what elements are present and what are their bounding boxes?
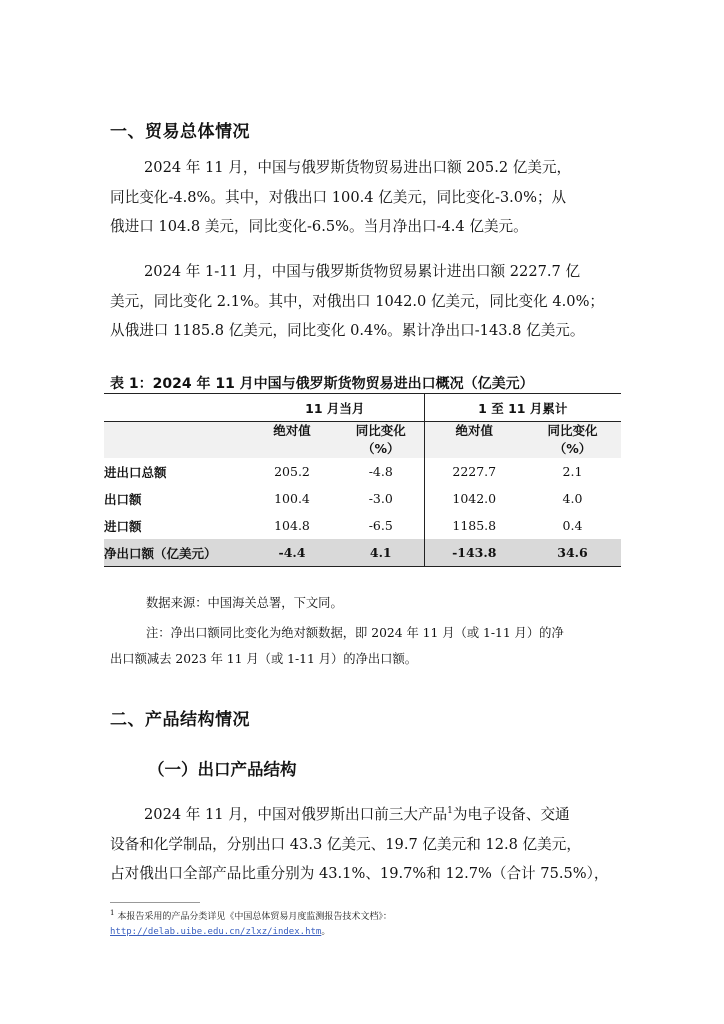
footnote-link[interactable]: http://delab.uibe.edu.cn/zlxz/index.htm xyxy=(110,927,322,937)
table-row xyxy=(104,512,621,539)
footnote-link-line xyxy=(110,924,330,937)
header-abs-label: 绝对值 xyxy=(455,423,493,438)
table-header-month: 11 月当月 xyxy=(246,394,424,422)
row-label: 出口额 xyxy=(104,491,142,507)
paragraph-monthly-summary xyxy=(110,153,616,242)
data-source-note: 数据来源：中国海关总署，下文同。 xyxy=(146,596,343,610)
table-row xyxy=(104,458,621,485)
header-yoy-label: 同比变化 xyxy=(547,423,598,438)
cell-ytd-abs: -143.8 xyxy=(424,539,524,567)
cell-ytd-yoy: 2.1 xyxy=(562,464,583,479)
text-line: 设备和化学制品，分别出口 43.3 亿美元、19.7 亿美元和 12.8 亿美元， xyxy=(110,835,581,853)
table-header-ytd: 1 至 11 月累计 xyxy=(424,394,621,422)
cell-ytd-yoy: 34.6 xyxy=(524,539,621,567)
row-label: 进出口总额 xyxy=(104,464,167,480)
text-line: 俄进口 104.8 美元，同比变化-6.5%。当月净出口-4.4 亿美元。 xyxy=(110,218,528,235)
cell-month-yoy: 4.1 xyxy=(338,539,424,567)
cell-ytd-yoy: 4.0 xyxy=(562,491,583,506)
cell-ytd-yoy: 0.4 xyxy=(562,518,583,533)
table-caption: 表 1：2024 年 11 月中国与俄罗斯货物贸易进出口概况（亿美元） xyxy=(110,376,534,392)
row-label: 进口额 xyxy=(104,518,142,534)
cell-month-abs: -4.4 xyxy=(246,539,338,567)
table-header-abs xyxy=(424,422,524,459)
cell-month-abs: 205.2 xyxy=(274,464,310,479)
text-line: 从俄进口 1185.8 亿美元，同比变化 0.4%。累计净出口-143.8 亿美元。 xyxy=(110,322,585,339)
cell-ytd-abs: 1042.0 xyxy=(424,485,524,512)
paragraph-ytd-summary xyxy=(110,257,616,346)
header-yoy-unit: （%） xyxy=(553,441,592,456)
footnote-text: 本报告采用的产品分类详见《中国总体贸易月度监测报告技术文档》： xyxy=(114,912,392,922)
cell-month-yoy: -6.5 xyxy=(368,518,393,533)
text-line: 占对俄出口全部产品比重分别为 43.1%、19.7%和 12.7%（合计 75.5%）， xyxy=(110,865,609,882)
table-row xyxy=(104,539,621,567)
header-yoy-unit: （%） xyxy=(361,441,400,456)
text-line: 美元，同比变化 2.1%。其中，对俄出口 1042.0 亿美元，同比变化 4.0%； xyxy=(110,292,605,310)
table-header-column-row xyxy=(104,422,621,459)
text-line xyxy=(110,797,616,830)
paragraph-export-products xyxy=(110,797,616,889)
table-header-empty xyxy=(104,394,246,422)
table-header-abs xyxy=(246,422,338,459)
cell-month-abs: 104.8 xyxy=(274,518,310,533)
footnote-tail: 。 xyxy=(321,927,331,937)
table-row xyxy=(104,485,621,512)
subsection-heading-export-products: （一）出口产品结构 xyxy=(148,760,297,779)
cell-ytd-abs: 1185.8 xyxy=(424,512,524,539)
cell-month-abs: 100.4 xyxy=(274,491,310,506)
cell-month-yoy: -3.0 xyxy=(368,491,393,506)
footnote-ref[interactable]: 1 xyxy=(447,806,453,816)
header-yoy-label: 同比变化 xyxy=(355,423,406,438)
section-heading-product-structure: 二、产品结构情况 xyxy=(110,710,250,730)
table-note-line: 出口额减去 2023 年 11 月（或 1-11 月）的净出口额。 xyxy=(110,652,418,666)
footnote-mark: 1 xyxy=(110,909,115,917)
table-header-group-row xyxy=(104,394,621,422)
table-header-empty xyxy=(104,422,246,459)
table-note-line: 注：净出口额同比变化为绝对额数据，即 2024 年 11 月（或 1-11 月）的净 xyxy=(146,626,564,640)
text-segment: 为电子设备、交通 xyxy=(452,806,570,823)
footnote xyxy=(110,909,392,922)
header-abs-label: 绝对值 xyxy=(273,423,311,438)
text-line: 同比变化-4.8%。其中，对俄出口 100.4 亿美元，同比变化-3.0%；从 xyxy=(110,188,567,206)
cell-ytd-abs: 2227.7 xyxy=(424,458,524,485)
section-heading-overview: 一、贸易总体情况 xyxy=(110,122,250,142)
trade-overview-table xyxy=(104,393,621,567)
text-line: 2024 年 1-11 月，中国与俄罗斯货物贸易累计进出口额 2227.7 亿 xyxy=(144,263,581,280)
table-header-yoy xyxy=(524,422,621,459)
text-line: 2024 年 11 月，中国与俄罗斯货物贸易进出口额 205.2 亿美元， xyxy=(144,159,572,176)
footnote-divider xyxy=(110,902,200,903)
cell-month-yoy: -4.8 xyxy=(368,464,393,479)
row-label: 净出口额（亿美元） xyxy=(104,539,246,567)
table-header-yoy xyxy=(338,422,424,459)
text-segment: 2024 年 11 月，中国对俄罗斯出口前三大产品 xyxy=(144,806,448,823)
